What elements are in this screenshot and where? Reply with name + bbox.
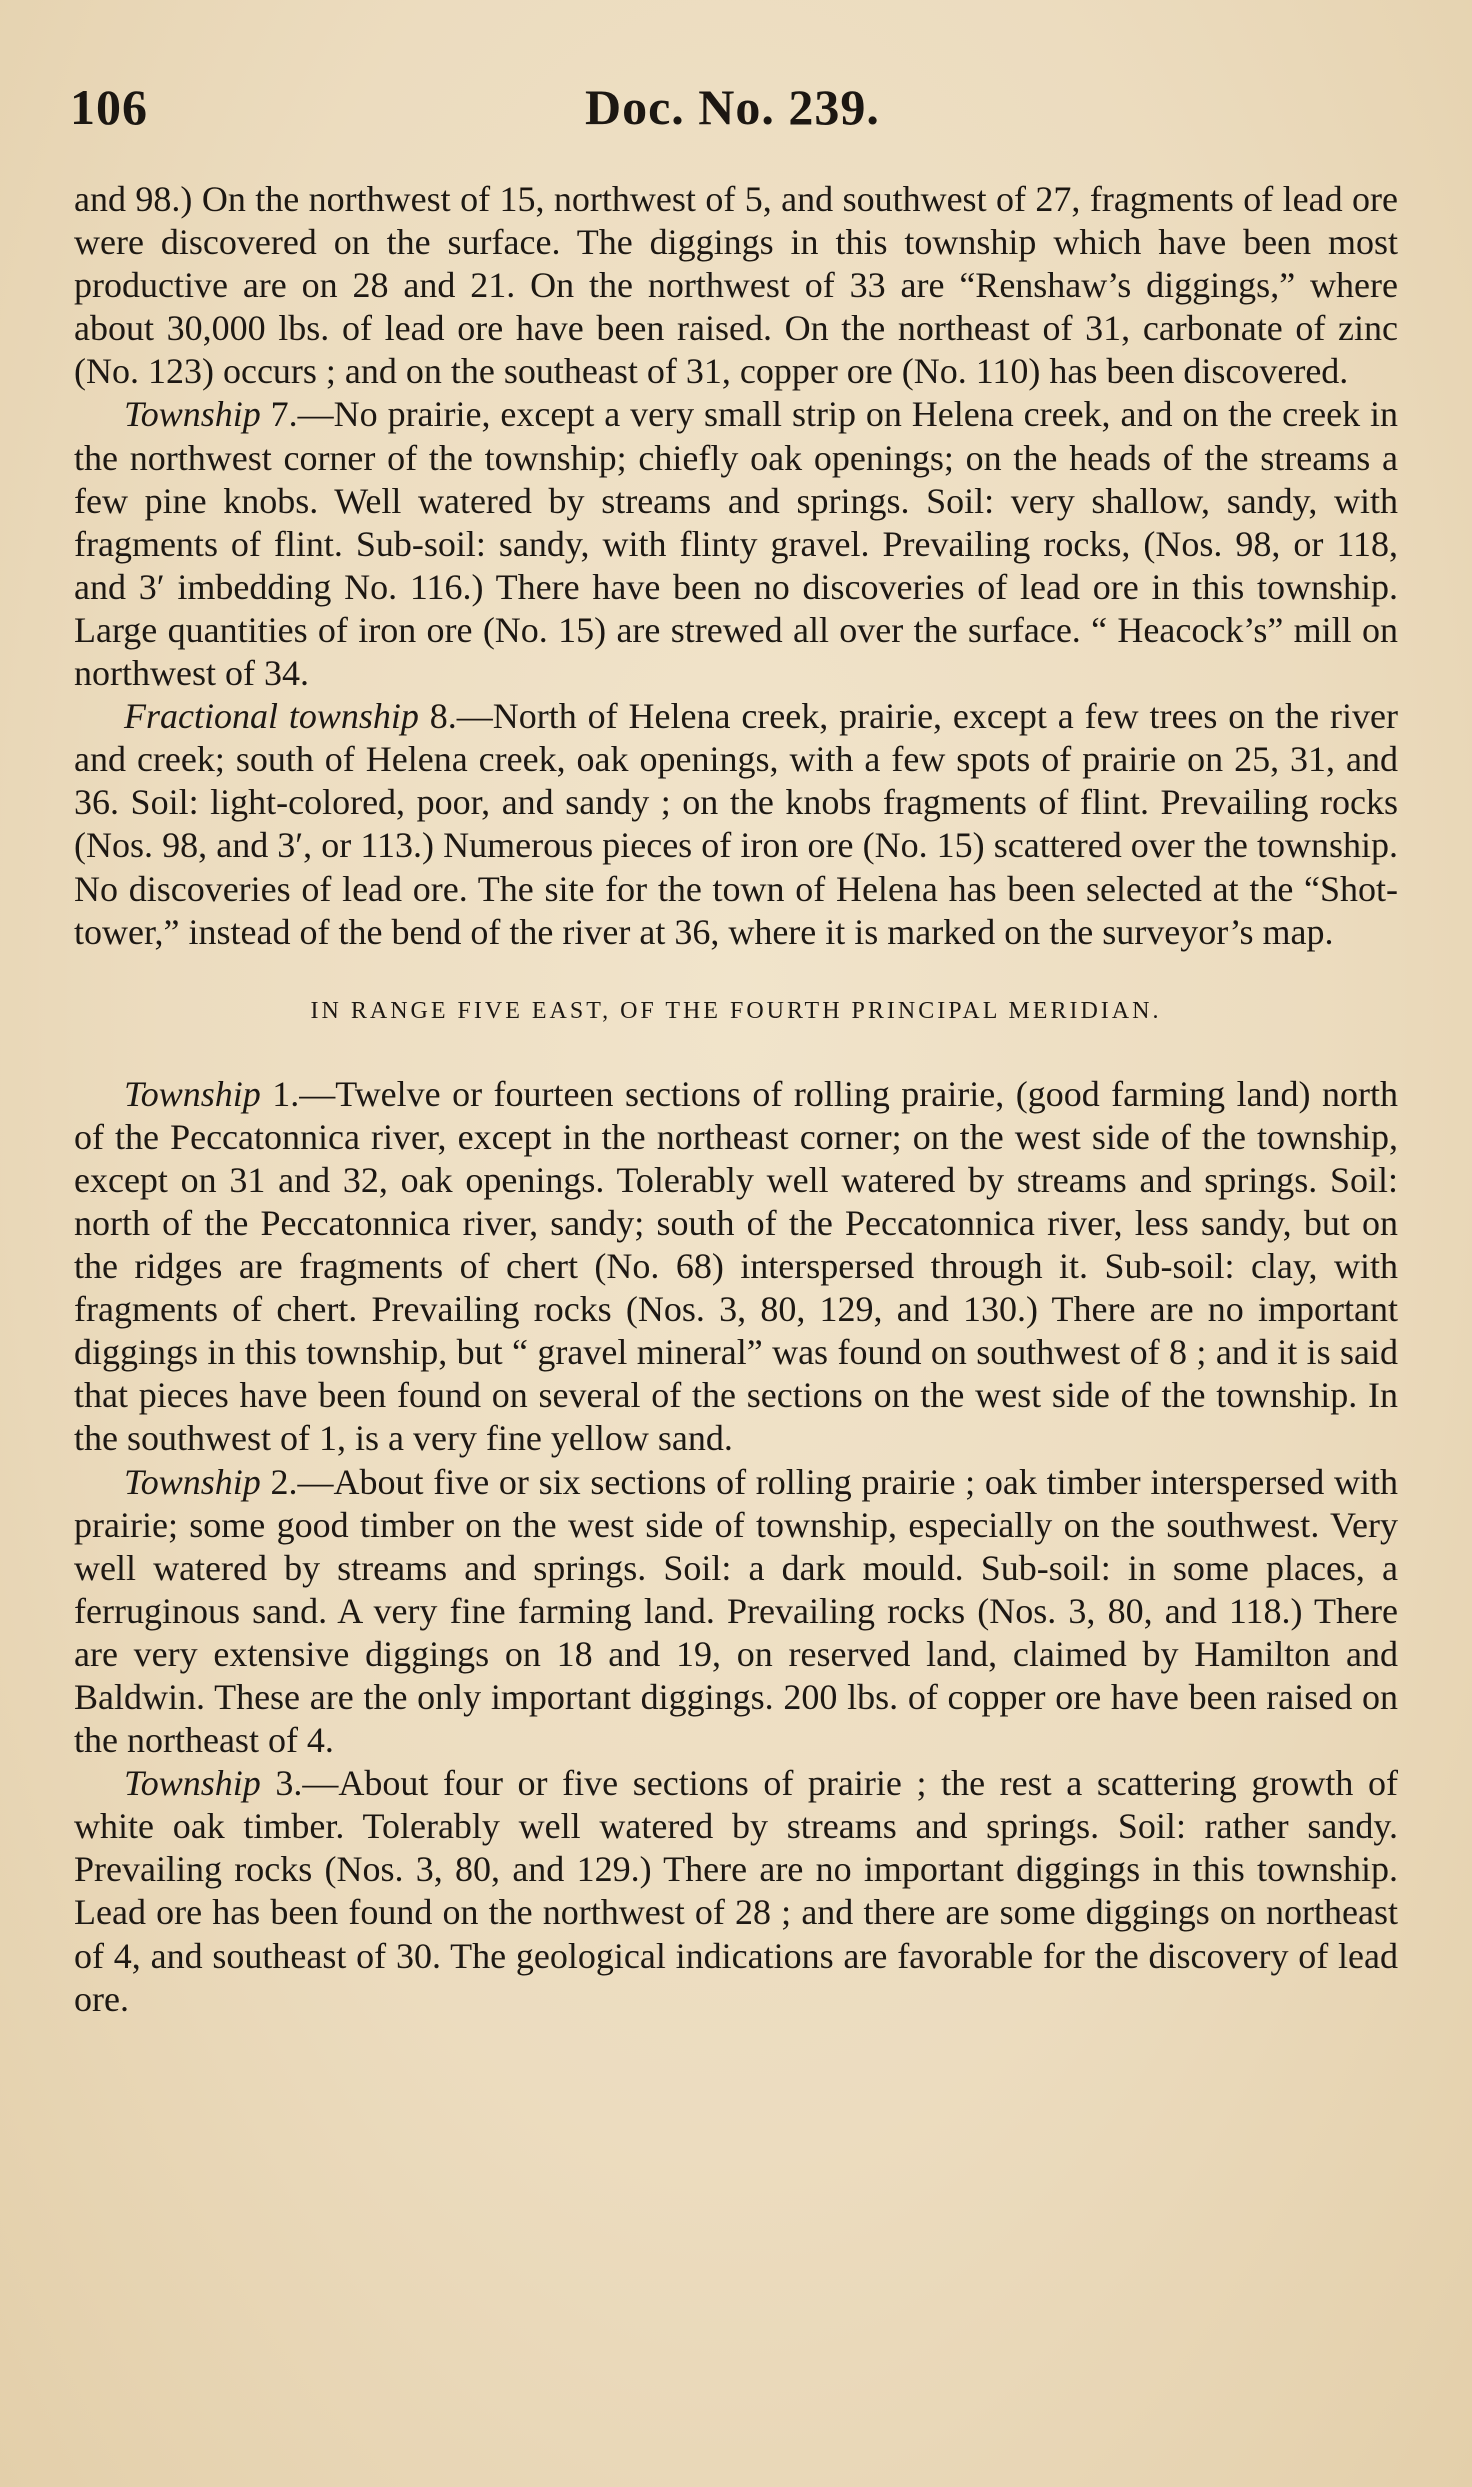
body-text bbox=[74, 178, 1398, 2021]
paragraph-label: Township bbox=[124, 394, 261, 435]
paragraph-text: 3.—About four or five sections of prairie ; the rest a scattering growth of white oak timber. Tolerably well watered by streams and springs. Soil: rather sandy. Prevailing rocks (Nos. 3, 80, and 129.) There are no important diggings in this township. Lead ore has been found on the northwest of 28 ; and there are some diggings on northeast of 4, and southeast of 30. The geological indications are favorable for the discovery of lead ore. bbox=[74, 1763, 1398, 2019]
page-header bbox=[70, 78, 1410, 148]
paragraph-township-2 bbox=[74, 1461, 1398, 1763]
paragraph-text: 8.—North of Helena creek, prairie, except a few trees on the river and creek; south of Helena creek, oak openings, with a few spots of prairie on 25, 31, and 36. Soil: light-colored, poor, and sandy ; on the knobs fragments of flint. Prevailing rocks (Nos. 98, and 3′, or 113.) Numerous pieces of iron ore (No. 15) scattered over the township. No discoveries of lead ore. The site for the town of Helena has been selected at the “Shot-tower,” instead of the bend of the river at 36, where it is marked on the surveyor’s map. bbox=[74, 696, 1398, 952]
paragraph-label: Township bbox=[124, 1763, 261, 1804]
paragraph-label: Township bbox=[124, 1073, 261, 1114]
paragraph-township-1 bbox=[74, 1073, 1398, 1461]
running-title: Doc. No. 239. bbox=[585, 79, 880, 135]
paragraph-township-7 bbox=[74, 393, 1398, 695]
paragraph-text: 1.—Twelve or fourteen sections of rolling prairie, (good farming land) north of the Peccatonnica river, except in the northeast corner; on the west side of the township, except on 31 and 32, oak openings. Tolerably well watered by streams and springs. Soil: north of the Peccatonnica river, sandy; south of the Peccatonnica river, less sandy, but on the ridges are fragments of chert (No. 68) interspersed through it. Sub-soil: clay, with fragments of chert. Prevailing rocks (Nos. 3, 80, 129, and 130.) There are no important diggings in this township, but “ gravel mineral” was found on southwest of 8 ; and it is said that pieces have been found on several of the sections on the west side of the township. In the southwest of 1, is a very fine yellow sand. bbox=[74, 1073, 1398, 1459]
section-heading: IN RANGE FIVE EAST, OF THE FOURTH PRINCIPAL MERIDIAN. bbox=[310, 997, 1162, 1024]
paragraph-township-3 bbox=[74, 1762, 1398, 2021]
paragraph-text: 2.—About five or six sections of rolling prairie ; oak timber interspersed with prairie; some good timber on the west side of township, especially on the southwest. Very well watered by streams and springs. Soil: a dark mould. Sub-soil: in some places, a ferruginous sand. A very fine farming land. Prevailing rocks (Nos. 3, 80, and 118.) There are very extensive diggings on 18 and 19, on reserved land, claimed by Hamilton and Baldwin. These are the only important diggings. 200 lbs. of copper ore have been raised on the northeast of 4. bbox=[74, 1461, 1398, 1761]
paragraph-label: Township bbox=[124, 1461, 261, 1502]
paragraph-text: 7.—No prairie, except a very small strip on Helena creek, and on the creek in the northwest corner of the township; chiefly oak openings; on the heads of the streams a few pine knobs. Well watered by streams and springs. Soil: very shallow, sandy, with fragments of flint. Sub-soil: sandy, with flinty gravel. Prevailing rocks, (Nos. 98, or 118, and 3′ imbedding No. 116.) There have been no discoveries of lead ore in this township. Large quantities of iron ore (No. 15) are strewed all over the surface. “ Heacock’s” mill on northwest of 34. bbox=[74, 394, 1398, 694]
page-number: 106 bbox=[70, 79, 148, 135]
paragraph-fractional-township-8 bbox=[74, 695, 1398, 954]
paragraph-continuation: and 98.) On the northwest of 15, northwest of 5, and southwest of 27, fragments of lead ore were discovered on the surface. The diggings in this township which have been most productive are on 28 and 21. On the northwest of 33 are “Renshaw’s diggings,” where about 30,000 lbs. of lead ore have been raised. On the northeast of 31, carbonate of zinc (No. 123) occurs ; and on the southeast of 31, copper ore (No. 110) has been discovered. bbox=[74, 179, 1398, 392]
paragraph-label: Fractional township bbox=[124, 696, 419, 737]
